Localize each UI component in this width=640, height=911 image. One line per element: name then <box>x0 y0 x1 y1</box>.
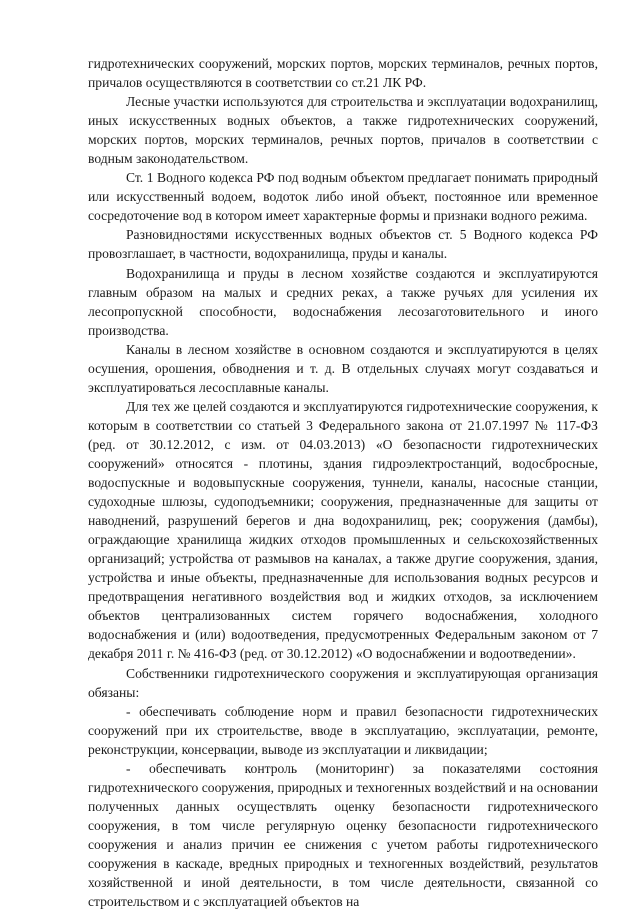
paragraph-hydraulic-structures: Для тех же целей создаются и эксплуатируются гидротехнические сооружения, к которым в соответствии со статьей 3 Федерального закона от 21.07.1997 № 117-ФЗ (ред. от 30.12.2012, с изм. от 04.03.2013) «О безопасности гидротехнических сооружений» относятся - плотины, здания гидроэлектростанций, водосбросные, водоспускные и водовыпускные сооружения, туннели, каналы, насосные станции, судоходные шлюзы, судоподъемники; сооружения, предназначенные для защиты от наводнений, разрушений берегов и дна водохранилищ, рек; сооружения (дамбы), ограждающие хранилища жидких отходов промышленных и сельскохозяйственных организаций; устройства от размывов на каналах, а также другие сооружения, здания, устройства и иные объекты, предназначенные для использования водных ресурсов и предотвращения негативного воздействия вод и жидких отходов, за исключением объектов централизованных систем горячего водоснабжения, холодного водоснабжения и (или) водоотведения, предусмотренных Федеральным законом от 7 декабря 2011 г. № 416-ФЗ (ред. от 30.12.2012) «О водоснабжении и водоотведении». <box>88 398 598 662</box>
document-body <box>88 54 598 911</box>
paragraph-reservoirs-ponds: Водохранилища и пруды в лесном хозяйстве создаются и эксплуатируются главным образом на малых и средних реках, а также ручьях для усиления их лесопропускной способности, водоснабжения лесозаготовительного и иного производства. <box>88 265 598 338</box>
paragraph-water-object-definition: Ст. 1 Водного кодекса РФ под водным объектом предлагает понимать природный или искусственный водоем, водоток либо иной объект, постоянное или временное сосредоточение вод в котором имеет характерные формы и признаки водного режима. <box>88 170 598 224</box>
paragraph-artificial-water-objects: Разновидностями искусственных водных объектов ст. 5 Водного кодекса РФ провозглашает, в частности, водохранилища, пруды и каналы. <box>88 227 598 262</box>
list-item-monitoring: - обеспечивать контроль (мониторинг) за показателями состояния гидротехнического сооружения, природных и техногенных воздействий и на основании полученных данных осуществлять оценку безопасности гидротехнического сооружения, в том числе регулярную оценку безопасности гидротехнического сооружения и анализ причин ее снижения с учетом работы гидротехнического сооружения в каскаде, вредных природных и техногенных воздействий, результатов хозяйственной и иной деятельности, в том числе деятельности, связанной со строительством и с эксплуатацией объектов на <box>88 760 598 910</box>
paragraph-forest-plots: Лесные участки используются для строительства и эксплуатации водохранилищ, иных искусственных водных объектов, а также гидротехнических сооружений, морских портов, морских терминалов, речных портов, причалов в соответствии с водным законодательством. <box>88 94 598 167</box>
paragraph-owners-obligations: Собственники гидротехнического сооружения и эксплуатирующая организация обязаны: <box>88 665 598 700</box>
paragraph-canals: Каналы в лесном хозяйстве в основном создаются и эксплуатируются в целях осушения, орошения, обводнения и т. д. В отдельных случаях могут создаваться и эксплуатироваться лесосплавные каналы. <box>88 341 598 395</box>
paragraph-continuation: гидротехнических сооружений, морских портов, морских терминалов, речных портов, причалов осуществляются в соответствии со ст.21 ЛК РФ. <box>88 56 598 91</box>
list-item-safety-norms: - обеспечивать соблюдение норм и правил безопасности гидротехнических сооружений при их строительстве, вводе в эксплуатацию, эксплуатации, ремонте, реконструкции, консервации, выводе из эксплуатации и ликвидации; <box>88 703 598 757</box>
